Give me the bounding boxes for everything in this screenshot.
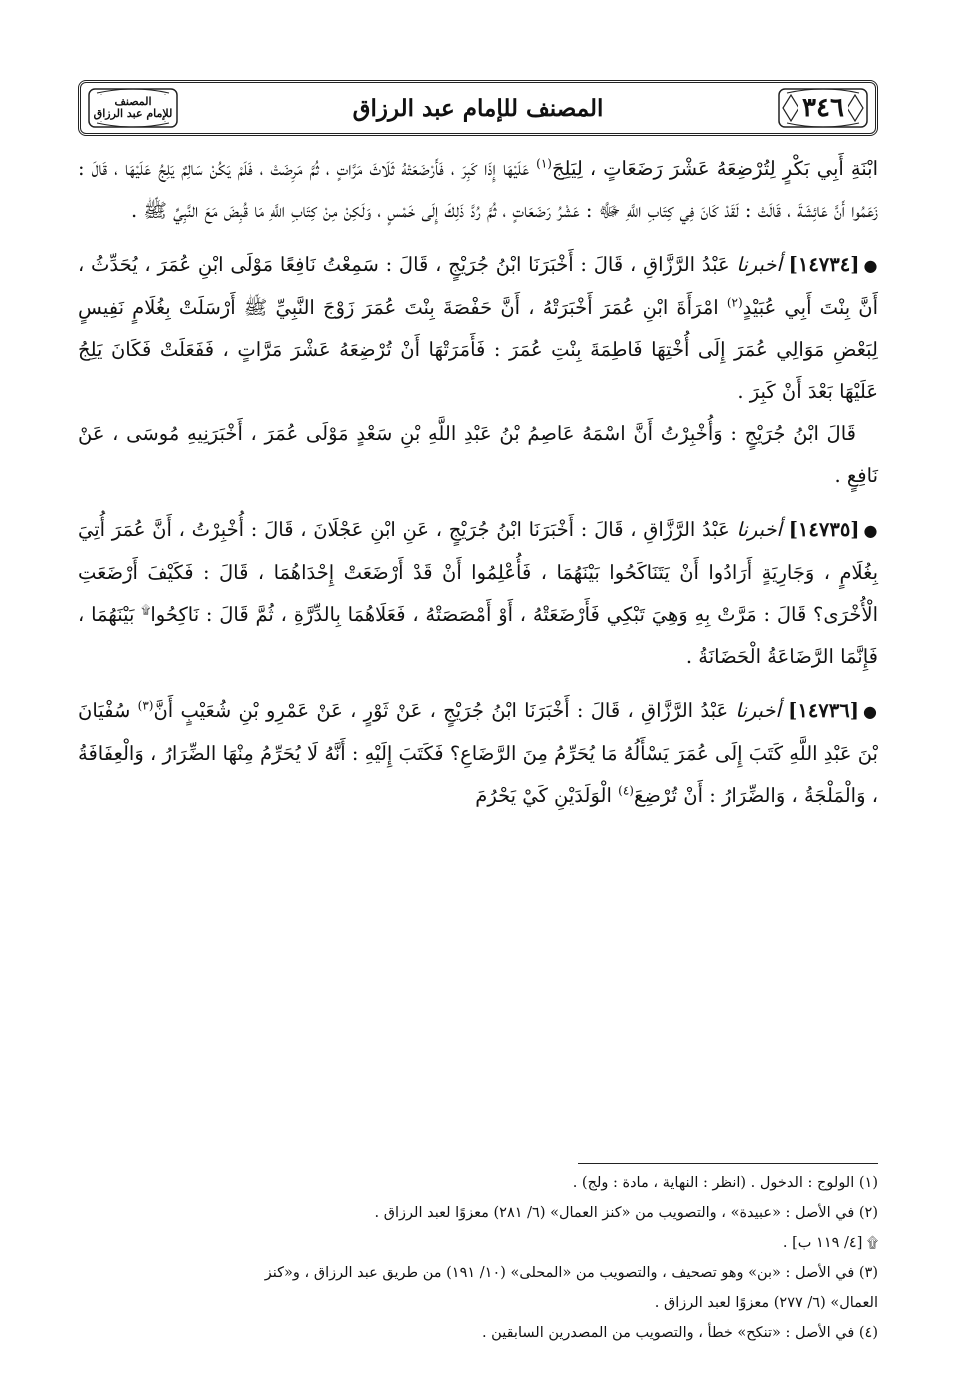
footnote-4: (٤) في الأصل : «تنكح» خطأ ، والتصويب من المصدرين السابقين . [481,1325,878,1341]
chain-word: أخبرنا [736,253,782,276]
page-number-frame [777,87,869,129]
hadith-number: [١٤٧٣٤] [788,253,860,276]
paragraph-text: ابْنَةِ أَبِي بَكْرٍ لِتُرْضِعَهُ عَشْرَ رَضَعَاتٍ ، لِيَلِجَ [551,157,879,180]
footnote-ref[interactable]: (٤) [618,783,634,798]
footnote-1: (١) الولوج : الدخول . (انظر : النهاية ، مادة : ولج) . [572,1175,878,1191]
hadith-14735 [78,509,878,678]
footnote-folio: ۩ [٤/ ١١٩ ب] . [782,1235,878,1251]
chain-word: أخبرنا [736,518,782,541]
continuation-paragraph [78,148,878,232]
hadith-text: بَيْنَهُمَا ، فَإِنَّمَا الرَّضَاعَةُ الْحَضَانَةُ . [78,603,878,668]
footnote-3: (٣) في الأصل : «بن» وهو تصحيف ، والتصويب من «المحلى» (١٠/ ١٩١) من طريق عبد الرزاق ، و«كنز [264,1265,878,1281]
footnote-ref[interactable]: (٣) [137,698,154,713]
footnote-3-continued: العمال» (٦/ ٢٧٧) معزوًا لعبد الرزاق . [654,1295,878,1311]
hadith-14734 [78,244,878,413]
hadith-note: قَالَ ابْنُ جُرَيْجٍ : وَأُخْبِرْتُ أَنَّ اسْمَهُ عَاصِمُ بْنُ عَبْدِ اللَّهِ بْنِ سَعْدٍ مَوْلَى عُمَرَ ، أَخْبَرَنِيهِ مُوسَى ، عَنْ نَافِعٍ . [78,422,878,487]
hadith-text: سُفْيَانَ بْنَ عَبْدِ اللَّهِ كَتَبَ إِلَى عُمَرَ يَسْأَلُهُ مَا يُحَرِّمُ مِنَ الرَّضَاعِ؟ فَكَتَبَ إِلَيْهِ : أَنَّهُ لَا يُحَرِّمُ مِنْهَا الضِّرَارُ ، وَالْعِفَافَةُ ، وَالْمَلْجَةُ ، وَالضِّرَارُ : أَنْ تُرْضِعَ [78,699,878,807]
hadith-text: عَبْدُ الرَّزَّاقِ ، قَالَ : أَخْبَرَنَا ابْنُ جُرَيْجٍ ، عَنِ ابْنِ عَجْلَانَ ، قَالَ : أُخْبِرْتُ ، أَنَّ عُمَرَ أُتِيَ بِغُلَامٍ ، وَجَارِيَةٍ أَرَادُوا أَنْ يَتَنَاكَحُوا بَيْنَهُمَا ، فَأُعْلِمُوا أَنْ قَدْ أَرْضَعَتْ إِحْدَاهُمَا ، قَالَ : فَكَيْفَ أَرْضَعَتِ الْأُخْرَى؟ قَالَ : مَرَّتْ بِهِ وَهِيَ تَبْكِي فَأَرْضَعَتْهُ ، أَوْ أَمْصَصَتْهُ ، فَعَلَاهُمَا بِالدِّرَّةِ ، ثُمَّ قَالَ : نَاكِحُوا [78,518,879,626]
footnote-ref[interactable]: (١) [536,156,552,171]
paragraph-text: عَلَيْهَا إِذَا كَبِرَ ، فَأَرْضَعَتْهُ ثَلَاثَ مَرَّاتٍ ، ثُمَّ مَرِضَتْ ، فَلَمْ يَكُنْ سَالِمٌ يَلِجُ عَلَيْهَا ، قَالَ : زَعَمُوا أَنَّ عَائِشَةَ ، قَالَتْ : لَقَدْ كَانَ فِي كِتَابِ اللَّهِ ﷻ : عَشْرُ رَضَعَاتٍ ، ثُمَّ رُدَّ ذَلِكَ إِلَى خَمْسٍ ، وَلَكِنْ مِنْ كِتَابِ اللَّهِ مَا قُبِضَ مَعَ النَّبِيِّ ﷺ . [78,157,878,222]
footnote-2: (٢) في الأصل : «عبيدة» ، والتصويب من «كنز العمال» (٦/ ٢٨١) معزوًا لعبد الرزاق . [374,1205,878,1221]
hadith-number: [١٤٧٣٦] [788,699,859,722]
hadith-text: عَبْدُ الرَّزَّاقِ ، قَالَ : أَخْبَرَنَا ابْنُ جُرَيْجٍ ، قَالَ : سَمِعْتُ نَافِعًا مَوْلَى ابْنِ عُمَرَ ، يُحَدِّثُ ، أَنَّ بِنْتَ أَبِي عُبَيْدٍ [78,253,879,319]
page-header [78,80,878,136]
running-title: المصنف للإمام عبد الرزاق [352,94,604,122]
hadith-text: عَبْدُ الرَّزَّاقِ ، قَالَ : أَخْبَرَنَا ابْنُ جُرَيْجٍ ، عَنْ ثَوْرٍ ، عَنْ عَمْرِو بْنِ شُعَيْبٍ أَنَّ [153,699,736,722]
book-logo [87,87,179,129]
hadith-text: امْرَأَةَ ابْنِ عُمَرَ أَخْبَرَتْهُ ، أَنَّ حَفْصَةَ بِنْتَ عُمَرَ زَوْجَ النَّبِيِّ ﷺ أَرْسَلَتْ بِغُلَامٍ نَفِيسٍ لِبَعْضِ مَوَالِي عُمَرَ إِلَى أُخْتِهَا فَاطِمَةَ بِنْتِ عُمَرَ : فَأَمَرَتْهَا أَنْ تُرْضِعَهُ عَشْرَ مَرَّاتٍ ، فَفَعَلَتْ فَكَانَ يَلِجُ عَلَيْهَا بَعْدَ أَنْ كَبِرَ . [78,296,878,403]
bullet-icon: ● [863,521,879,540]
hadith-number: [١٤٧٣٥] [788,518,860,541]
logo-text [92,95,175,121]
logo-line-2: للإمام عبد الرزاق [93,107,173,120]
footnotes [78,1168,878,1348]
main-text [78,148,878,817]
footnote-ref[interactable]: (٢) [726,295,743,310]
hadith-14736 [78,690,878,817]
page-number: ٣٤٦ [798,93,848,123]
bullet-icon: ● [862,702,878,721]
hadith-text: الْوَلَدَيْنِ كَيْ يَحْرُمَ [475,784,619,807]
bullet-icon: ● [863,256,878,275]
logo-line-1: المصنف [114,95,152,108]
footnote-divider [578,1163,878,1164]
page [78,80,879,1341]
chain-word: أخبرنا [735,699,781,722]
folio-marker-icon: ۩ [141,602,151,617]
